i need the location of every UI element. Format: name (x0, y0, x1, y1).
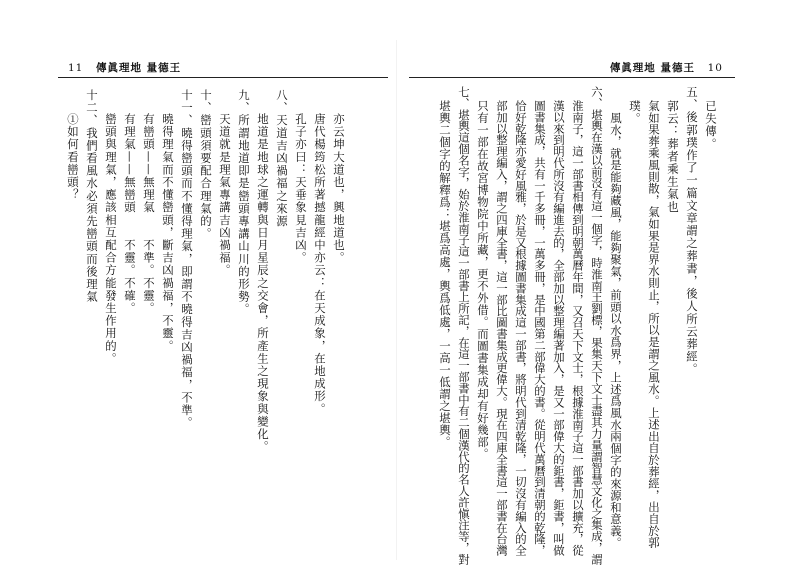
text-column: 堪輿二個字的解釋爲：堪爲高處，輿爲低處，一高一低謂之堪輿。 (438, 100, 452, 448)
left-page (0, 0, 396, 582)
text-column: 已失傳。 (704, 100, 718, 151)
text-column: 天道就是理氣專講吉凶禍福。 (218, 113, 232, 277)
text-column: 唐代楊筠松所著撼龍經中亦云：在天成象，在地成形。 (313, 113, 327, 416)
section-heading-11: 十一、曉得巒頭而不懂得理氣，即謂不曉得吉凶禍福，不準。 (180, 89, 194, 430)
left-running-title: 傳眞理地 量德王 (96, 62, 182, 74)
text-column: 璞。 (628, 100, 642, 126)
left-page-number: 11 (68, 62, 84, 74)
text-column: 亦云坤大道也，興地道也。 (332, 113, 346, 265)
text-column: 地道是地球之運轉與日月星辰之交會，所產生之現象與變化。 (256, 113, 270, 454)
text-column: 漢以來到明代所沒有編進去的，全部加以整理編著加入，是又一部偉大的鉅書，鉅書，叫做 (552, 100, 566, 556)
text-column: 風水，就是能夠藏風，能夠聚氣，前頭以水爲界，上述爲風水兩個字的來源和意義。 (609, 112, 623, 549)
text-column: 有理氣——無巒頭 不靈。不確。 (123, 113, 137, 315)
text-column: 巒頭與理氣，應該相互配合方能發生作用的。 (104, 113, 118, 365)
text-column: 淮南子，這一部書相傳到明朝萬曆年間，又召天下文士，根據淮南子這一部書加以擴充，從 (571, 100, 585, 556)
text-column: ①如何看巒頭？ (66, 113, 80, 202)
text-column: 圖書集成，共有一千多冊，一萬多冊，是中國第二部偉大的書。從明代萬曆到清朝的乾隆， (533, 100, 547, 556)
right-running-title: 傳眞理地 量德王 (609, 62, 695, 74)
text-column: 有巒頭——無理氣 不準。不靈。 (142, 113, 156, 315)
section-heading-10: 十、巒頭須要配合理氣的。 (199, 89, 213, 241)
left-page-header (60, 60, 181, 75)
right-page-number: 10 (707, 62, 723, 74)
section-heading-6: 六、堪輿在漢以前沒有這一個字，時淮南王劉標，果集天下文士盡其力量謂智慧文化之集成，謂 (590, 86, 604, 565)
right-page (397, 0, 793, 582)
left-header-rule (58, 77, 388, 78)
section-heading-8: 八、天道吉凶禍福之來源 (275, 89, 289, 228)
text-column: 部加以整理編入，謂之四庫全書，這一部比圖書集成更偉大。現在四庫全書這一部書在台灣 (495, 100, 509, 556)
text-column: 氣如果葬乘風則散，氣如果是界水則止，所以是謂之風水。上述出自於葬經，出自於郭 (647, 100, 661, 549)
section-heading-9: 九、所謂地道即是巒頭專講山川的形勢。 (237, 89, 251, 316)
right-header-rule (409, 77, 735, 78)
section-heading-5: 五、後郭璞作了一篇文章謂之葬書，後人所云葬經。 (685, 86, 699, 376)
text-column: 孔子亦曰：天垂象見吉凶。 (294, 113, 308, 265)
text-column: 郭云：葬者乘生氣也 (666, 100, 680, 214)
right-page-header (610, 60, 731, 75)
section-heading-12: 十二、我們看風水必須先巒頭而後理氣 (85, 89, 99, 304)
text-column: 曉得理氣而不懂巒頭，斷吉凶禍福，不靈。 (161, 113, 175, 353)
text-column: 恰好乾隆亦愛好風雅，於是又根據圖書集成這一部書，將明代到清乾隆，一切沒有編入的全 (514, 100, 528, 556)
text-column: 只有一部在故宮博物院中所藏，更不外借。而圖書集成却有好幾部。 (476, 100, 490, 460)
section-heading-7: 七、堪輿這個名字，始於淮南子這一部書上所記，在這一部書中有二個漢代的名人許愼注等，對 (457, 86, 471, 565)
